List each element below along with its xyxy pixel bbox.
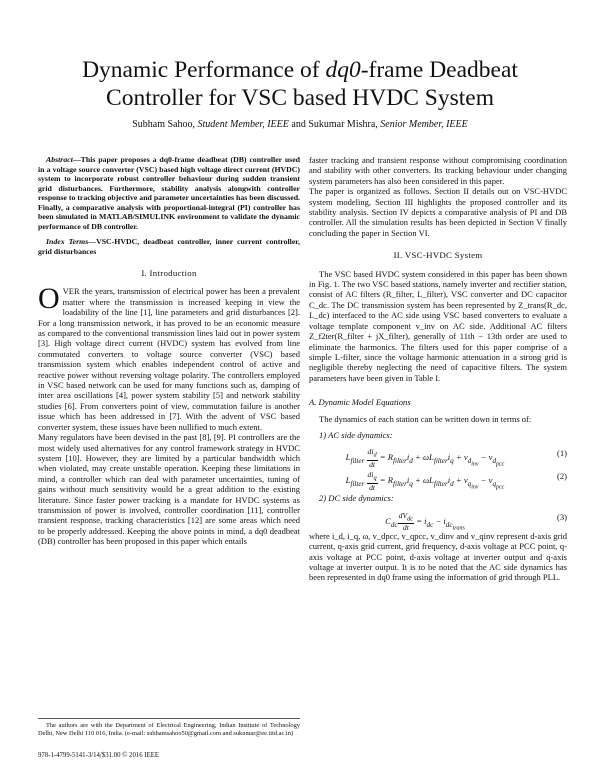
dc-side-heading: 2) DC side dynamics: (319, 493, 394, 504)
title-math: dq0 (325, 57, 361, 83)
section-heading-vsc-hvdc: II. VSC-HVDC System (393, 250, 483, 261)
ac-side-heading: 1) AC side dynamics: (319, 429, 393, 440)
author-conjunction: and (291, 119, 306, 130)
abstract-label: Abstract (46, 155, 73, 164)
title-line1-suffix: -frame Deadbeat (360, 57, 518, 83)
equation-explanation: where i_d, i_q, ω, v_dpcc, v_qpcc, v_dinv and v_qinv represent d-axis grid current, q-axis grid current, grid frequency, d-axis voltage at PCC point, q-axis voltage at PCC point, d-axis voltage at inverter output and q-axis voltage at inverter output. It is to be noted that the AC side dynamics has been represented in dq0 frame using the information of grid through PLL. (309, 530, 567, 583)
intro-paragraph-4: The paper is organized as follows. Section II details out on VSC-HVDC system modeling, Section III highlights the proposed controller and its stability analysis. Section IV depicts a comparative analysis of PI and DB controller. All the simulation results has been depicted in Section V finally concluding the paper in Section VI. (309, 186, 567, 238)
title-line1-prefix: Dynamic Performance of (82, 57, 326, 83)
equation-1 (309, 444, 567, 469)
equation-3-body: $C_{dc}$ $\frac{dV_{dc}}{dt}$ = $i_{dc} - i_{dc_{trans}}$ (385, 510, 465, 533)
index-terms-label: Index Terms (46, 237, 89, 246)
title-line2: Controller for VSC based HVDC System (106, 85, 494, 111)
abstract (38, 155, 300, 231)
author-list (40, 119, 560, 130)
author-2-role: Senior Member, IEEE (380, 119, 468, 130)
index-terms (38, 237, 300, 256)
author-2: Sukumar Mishra, (308, 119, 378, 130)
equation-2 (309, 467, 567, 492)
dynamic-model-intro: The dynamics of each station can be written down in terms of: (319, 413, 532, 424)
author-footnote (38, 718, 300, 737)
drop-cap: O (38, 282, 60, 316)
equation-3-number: (3) (556, 511, 567, 522)
equation-2-number: (2) (556, 471, 567, 482)
equation-1-number: (1) (556, 448, 567, 459)
abstract-text: —This paper proposes a dq0-frame deadbeat (DB) controller used in a voltage source converter (VSC) based high voltage direct current (HVDC) system to incorporate robust controller behaviour during sudden transient grid disturbances. Furthermore, stability analysis alongwith controller response to tracking objective and parameter uncertainties has been discussed. Finally, a comparative analysis with proportional-integral (PI) controller has been simulated in MATLAB/SIMULINK environment to validate the dynamic performance of DB controller. (38, 155, 300, 231)
intro-paragraph-2: Many regulators have been devised in the past [8], [9]. PI controllers are the most widely used alternatives for any control framework strategy in HVDC system [10]. However, they are limited by a particular bandwidth which when violated, may create unstable operation. Keeping these limitations in mind, a controller which can deal with parameter uncertainties, tuning of gains without much sensitivity would be a great addition to the existing literature. Since faster power tracking is a mandate for HVDC systems as transmission of power is involved, controller coordination [11], controller transient response, tracking characteristics [12] are some areas which need to be properly addressed. Keeping the above points in mind, a dq0 deadbeat (DB) controller has been proposed in this paper which entails (38, 432, 300, 547)
intro-paragraph-1 (38, 282, 300, 432)
vsc-hvdc-paragraph-part-b: R_filter, L_filter), VSC converter and DC capacitor C_dc. The DC transmission system has been represented by Z_trans(R_dc, L_dc) interfaced to the AC side using VSC based converters to evaluate a voltage template component v_inv on AC side. Additional AC filters Z_f2ter(R_filter + jX_filter), generally of 11th − 13th order are used to eliminate the harmonics. The filters used for this paper comprise of a simple L-filter, since the voltage harmonic attenuation in a strong grid is negligible thereby neglecting the need of capacitive filters. The system parameters have been given in Table I. (309, 289, 567, 383)
equation-1-body: $L_{filter}$ $\frac{di_d}{dt}$ = $R_{filter}i_d + \omega L_{filter}i_q + v_{d_{inv}} - v_{d_{pcc}}$ (345, 447, 505, 469)
author-1-role: Student Member, IEEE (197, 119, 289, 130)
equation-3 (309, 508, 567, 533)
intro-paragraph-3: faster tracking and transient response without compromising coordination and stability with other converters. Its tracking behaviour under changing system parameters has also been considered in this paper. (309, 155, 567, 186)
isbn-copyright: 978-1-4799-5141-3/14/$31.00 © 2016 IEEE (38, 752, 160, 759)
equation-2-body: $L_{filter}$ $\frac{di_q}{dt}$ = $R_{filter}i_q + \omega L_{filter}i_d + v_{q_{inv}} - v_{q_{pcc}}$ (345, 470, 505, 492)
vsc-hvdc-paragraph-part-a: The VSC based HVDC system considered in this paper has been shown in Fig. 1. The two VSC based stations, namely inverter and rectifier station, consist of AC filters ( (309, 268, 567, 300)
intro-paragraph-1-text: VER the years, transmission of electrical power has been a prevalent matter where the transmission is increased keeping in view the loadability of the line [1], line parameters and grid disturbances [2]. For a long transmission network, it has proved to be an economic measure as compared to the conventional transmission lines laid out in power system [3]. High voltage direct current (HVDC) system has evolved from line commutated converters to voltage source converter (VSC) based transmission system which enables independent control of active and reactive power without reversing voltage polarity. The controllers employed in VSC based network can be used for many functions such as, damping of inter area oscillations [4], power system stability [5] and network stability studies [6]. From converters point of view, commutation failure is another issue which has been addressed in [7]. With the advent of VSC based converter system, these issues have been nullified to much extent. (38, 286, 300, 432)
paper-title (40, 56, 560, 112)
footnote-text: The authors are with the Department of Electrical Engineering, Indian Institute of Technology Delhi, New Delhi 110 016, India. (e-mail: subhamsahoo50@gmail.com and sukumar@ee.iitd.ac.in) (38, 722, 300, 737)
author-1: Subham Sahoo, (132, 119, 195, 130)
section-heading-introduction: I. Introduction (141, 268, 197, 278)
subsection-heading-dynamic-model: A. Dynamic Model Equations (309, 397, 411, 408)
right-column (309, 155, 567, 583)
left-column (38, 155, 300, 547)
index-terms-text: —VSC-HVDC, deadbeat controller, inner current controller, grid disturbances (38, 237, 300, 256)
vsc-hvdc-paragraph (309, 269, 567, 383)
